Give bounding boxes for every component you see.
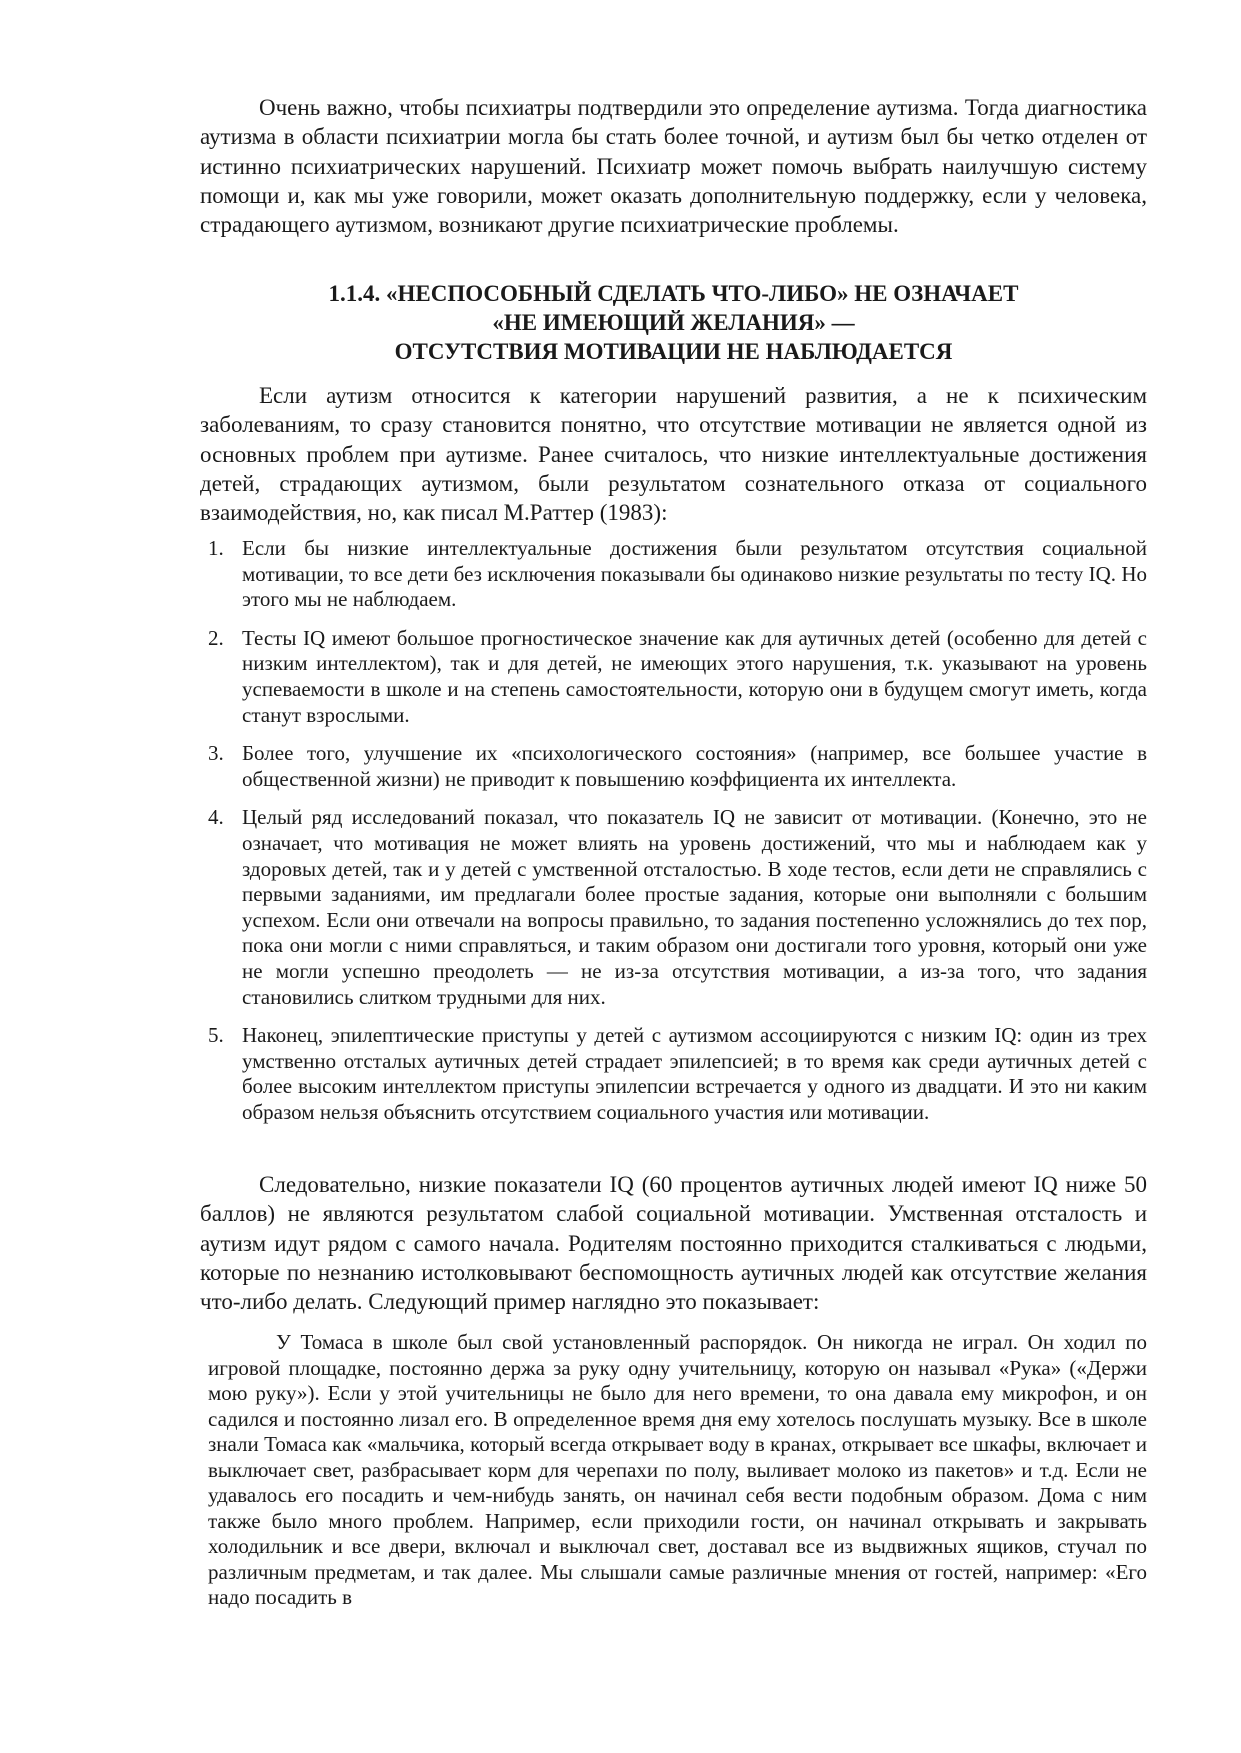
list-item-number: 4. bbox=[208, 805, 224, 830]
list-item bbox=[200, 805, 1147, 1010]
list-item-text: Целый ряд исследований показал, что показатель IQ не зависит от мотивации. (Конечно, это не означает, что мотивация не может влиять на уровень достижений, что мы и наблюдаем как у здоровых детей, так и у детей с умственной отсталостью. В ходе тестов, если дети не справлялись с первыми заданиями, им предлагали более простые задания, которые они выполняли с большим успехом. Если они отвечали на вопросы правильно, то задания постепенно усложнялись до тех пор, пока они могли с ними справляться, и таким образом они достигали того уровня, который они уже не могли успешно преодолеть — не из-за отсутствия мотивации, а из-за того, что задания становились слитком трудными для них. bbox=[242, 805, 1147, 1009]
list-item-number: 3. bbox=[208, 741, 224, 766]
intro-paragraph-block bbox=[200, 93, 1147, 239]
section-heading bbox=[200, 279, 1147, 366]
list-item bbox=[200, 741, 1147, 792]
section-heading-line-3: ОТСУТСТВИЯ МОТИВАЦИИ НЕ НАБЛЮДАЕТСЯ bbox=[394, 339, 953, 364]
motivation-paragraph: Если аутизм относится к категории нарушений развития, а не к психическим заболеваниям, то сразу становится понятно, что отсутствие мотивации не является одной из основных проблем при аутизме. Ранее считалось, что низкие интеллектуальные достижения детей, страдающих аутизмом, были результатом сознательного отказа от социального взаимодействия, но, как писал М.Раттер (1983): bbox=[200, 383, 1147, 526]
list-item-text: Если бы низкие интеллектуальные достижения были результатом отсутствия социальной мотивации, то все дети без исключения показывали бы одинаково низкие результаты по тесту IQ. Но этого мы не наблюдаем. bbox=[242, 536, 1147, 612]
list-item-number: 2. bbox=[208, 625, 224, 650]
list-item-number: 1. bbox=[208, 536, 224, 560]
list-item-text: Тесты IQ имеют большое прогностическое значение как для аутичных детей (особенно для детей с низким интеллектом), так и для детей, не имеющих этого нарушения, т.к. указывают на уровень успеваемости в школе и на степень самостоятельности, которую они в будущем смогут иметь, когда станут взрослыми. bbox=[242, 625, 1147, 727]
conclusion-paragraph-block bbox=[200, 1170, 1147, 1316]
section-heading-line-2: «НЕ ИМЕЮЩИЙ ЖЕЛАНИЯ» — bbox=[492, 310, 855, 335]
motivation-paragraph-block bbox=[200, 381, 1147, 527]
section-heading-line-1: 1.1.4. «НЕСПОСОБНЫЙ СДЕЛАТЬ ЧТО-ЛИБО» НЕ ОЗНАЧАЕТ bbox=[328, 281, 1019, 306]
list-item bbox=[200, 1023, 1147, 1125]
quote-text: У Томаса в школе был свой установленный распорядок. Он никогда не играл. Он ходил по игровой площадке, постоянно держа за руку одну учительницу, которую он называл «Рука» («Держи мою руку»). Если у этой учительницы не было для него времени, то она давала ему микрофон, и он садился и постоянно лизал его. В определенное время дня ему хотелось послушать музыку. Все в школе знали Томаса как «мальчика, который всегда открывает воду в кранах, открывает все шкафы, включает и выключает свет, разбрасывает корм для черепахи по полу, выливает молоко из пакетов» и т.д. Если не удавалось его посадить и чем-нибудь занять, он начинал себя вести подобным образом. Дома с ним также было много проблем. Например, если приходили гости, он начинал открывать и закрывать холодильник и все двери, включал и выключал свет, доставал все из выдвижных ящиков, стучал по различным предметам, и так далее. Мы слышали самые различные мнения от гостей, например: «Его надо посадить в bbox=[208, 1330, 1147, 1609]
rutter-points-list bbox=[200, 536, 1147, 1138]
list-item bbox=[200, 536, 1147, 613]
thomas-example-quote bbox=[208, 1330, 1147, 1611]
conclusion-paragraph: Следовательно, низкие показатели IQ (60 процентов аутичных людей имеют IQ ниже 50 баллов) не являются результатом слабой социальной мотивации. Умственная отсталость и аутизм идут рядом с самого начала. Родителям постоянно приходится сталкиваться с людьми, которые по незнанию истолковывают беспомощность аутичных людей как отсутствие желания что-либо делать. Следующий пример наглядно это показывает: bbox=[200, 1172, 1147, 1315]
list-item-text: Более того, улучшение их «психологического состояния» (например, все большее участие в общественной жизни) не приводит к повышению коэффициента их интеллекта. bbox=[242, 741, 1147, 791]
intro-paragraph: Очень важно, чтобы психиатры подтвердили это определение аутизма. Тогда диагностика аутизма в области психиатрии могла бы стать более точной, и аутизм был бы четко отделен от истинно психиатрических нарушений. Психиатр может помочь выбрать наилучшую систему помощи и, как мы уже говорили, может оказать дополнительную поддержку, если у человека, страдающего аутизмом, возникают другие психиатрические проблемы. bbox=[200, 95, 1147, 238]
list-item-number: 5. bbox=[208, 1023, 224, 1048]
list-item-text: Наконец, эпилептические приступы у детей с аутизмом ассоциируются с низким IQ: один из трех умственно отсталых аутичных детей страдает эпилепсией; в то время как среди аутичных детей с более высоким интеллектом приступы эпилепсии встречается у одного из двадцати. И это ни каким образом нельзя объяснить отсутствием социального участия или мотивации. bbox=[242, 1023, 1147, 1124]
list-item bbox=[200, 626, 1147, 728]
